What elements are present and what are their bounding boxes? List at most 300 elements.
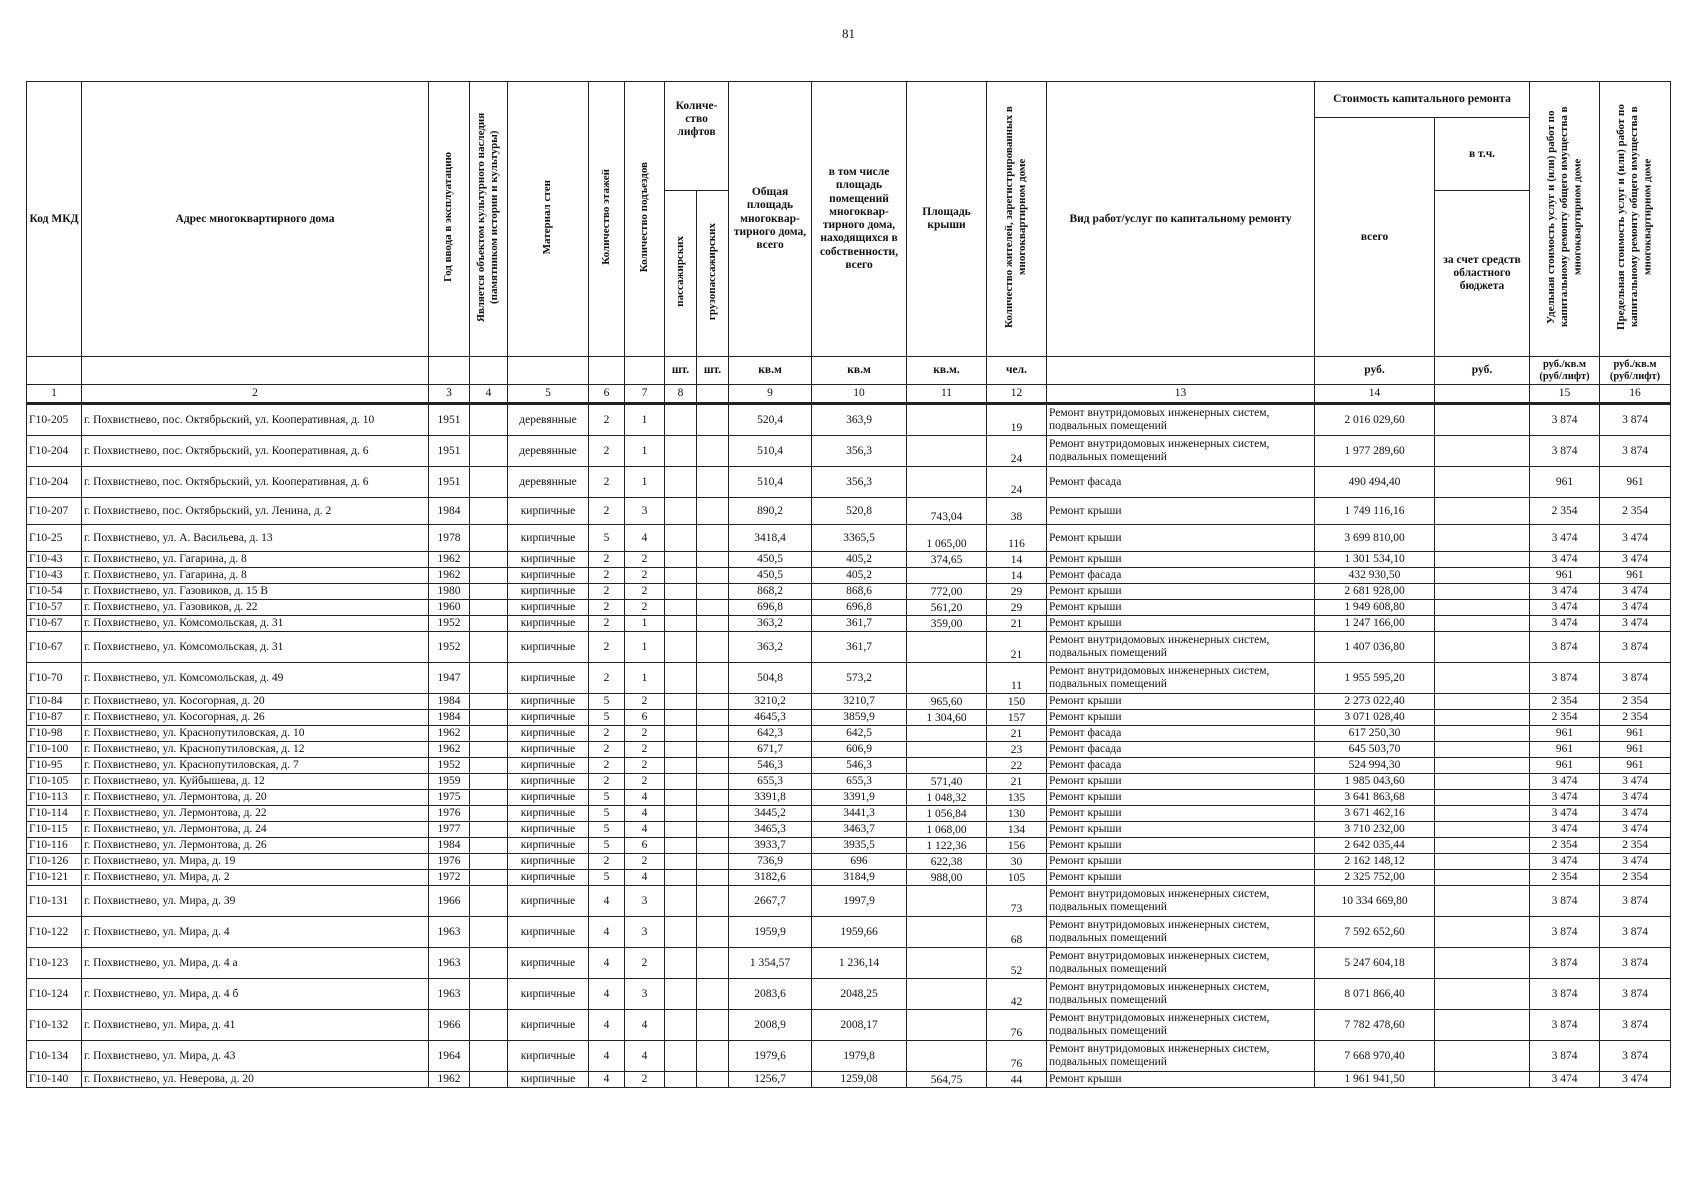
row-residents: 76 bbox=[987, 1010, 1047, 1041]
row-owned-area: 356,3 bbox=[812, 436, 907, 467]
row-residents: 23 bbox=[987, 742, 1047, 758]
row-heritage bbox=[470, 838, 508, 854]
column-number bbox=[697, 385, 729, 404]
row-wall-material: кирпичные bbox=[508, 854, 589, 870]
unit-rub: руб. bbox=[1435, 357, 1530, 385]
row-passenger-lifts bbox=[665, 552, 697, 568]
row-floors: 2 bbox=[589, 663, 625, 694]
row-roof-area bbox=[907, 979, 987, 1010]
table-row bbox=[27, 1041, 1671, 1072]
row-wall-material: кирпичные bbox=[508, 742, 589, 758]
row-year: 1960 bbox=[429, 600, 470, 616]
row-address: г. Похвистнево, ул. Мира, д. 2 bbox=[82, 870, 429, 886]
row-wall-material: кирпичные bbox=[508, 726, 589, 742]
row-entrances: 2 bbox=[625, 552, 665, 568]
row-year: 1966 bbox=[429, 1010, 470, 1041]
table-row bbox=[27, 498, 1671, 525]
row-passenger-lifts bbox=[665, 600, 697, 616]
row-address: г. Похвистнево, ул. Гагарина, д. 8 bbox=[82, 552, 429, 568]
row-code: Г10-205 bbox=[27, 404, 82, 436]
row-cost-total: 1 955 595,20 bbox=[1315, 663, 1435, 694]
row-residents: 30 bbox=[987, 854, 1047, 870]
row-residents: 21 bbox=[987, 726, 1047, 742]
row-total-area: 1 354,57 bbox=[729, 948, 812, 979]
row-wall-material: деревянные bbox=[508, 404, 589, 436]
row-work-type: Ремонт фасада bbox=[1047, 568, 1315, 584]
header-lifts: Количе-ство лифтов bbox=[665, 82, 729, 191]
table-row bbox=[27, 616, 1671, 632]
row-roof-area bbox=[907, 758, 987, 774]
row-roof-area bbox=[907, 1041, 987, 1072]
row-residents: 76 bbox=[987, 1041, 1047, 1072]
row-unit-cost: 2 354 bbox=[1530, 838, 1600, 854]
table-row bbox=[27, 948, 1671, 979]
row-total-area: 363,2 bbox=[729, 632, 812, 663]
row-passenger-lifts bbox=[665, 616, 697, 632]
header-floors: Количество этажей bbox=[599, 169, 612, 265]
row-entrances: 3 bbox=[625, 979, 665, 1010]
row-max-cost: 961 bbox=[1600, 726, 1671, 742]
row-roof-area: 743,04 bbox=[907, 498, 987, 525]
row-wall-material: кирпичные bbox=[508, 886, 589, 917]
row-floors: 2 bbox=[589, 616, 625, 632]
row-floors: 2 bbox=[589, 758, 625, 774]
row-heritage bbox=[470, 1072, 508, 1088]
header-regional-budget: за счет средств областного бюджета bbox=[1435, 191, 1530, 357]
row-owned-area: 3210,7 bbox=[812, 694, 907, 710]
row-heritage bbox=[470, 806, 508, 822]
row-owned-area: 868,6 bbox=[812, 584, 907, 600]
row-work-type: Ремонт внутридомовых инженерных систем, подвальных помещений bbox=[1047, 948, 1315, 979]
row-heritage bbox=[470, 790, 508, 806]
row-residents: 135 bbox=[987, 790, 1047, 806]
unit-people: чел. bbox=[987, 357, 1047, 385]
row-unit-cost: 3 474 bbox=[1530, 616, 1600, 632]
header-max-cost: Предельная стоимость услуг и (или) работ по капитальному ремонту общего имущества в многоквартирном доме bbox=[1615, 104, 1654, 330]
row-owned-area: 3859,9 bbox=[812, 710, 907, 726]
row-year: 1952 bbox=[429, 758, 470, 774]
row-work-type: Ремонт крыши bbox=[1047, 710, 1315, 726]
header-entrances: Количество подъездов bbox=[637, 161, 650, 273]
row-unit-cost: 3 874 bbox=[1530, 979, 1600, 1010]
row-wall-material: кирпичные bbox=[508, 1041, 589, 1072]
row-roof-area bbox=[907, 948, 987, 979]
row-entrances: 4 bbox=[625, 1041, 665, 1072]
table-header bbox=[27, 82, 1671, 385]
row-cargo-lifts bbox=[697, 632, 729, 663]
row-regional-budget bbox=[1435, 870, 1530, 886]
row-year: 1962 bbox=[429, 552, 470, 568]
row-residents: 22 bbox=[987, 758, 1047, 774]
row-roof-area: 965,60 bbox=[907, 694, 987, 710]
row-regional-budget bbox=[1435, 1010, 1530, 1041]
row-max-cost: 961 bbox=[1600, 467, 1671, 498]
table-row bbox=[27, 838, 1671, 854]
row-total-area: 510,4 bbox=[729, 467, 812, 498]
row-passenger-lifts bbox=[665, 404, 697, 436]
row-owned-area: 3935,5 bbox=[812, 838, 907, 854]
header-wall-material: Материал стен bbox=[541, 179, 554, 255]
row-year: 1977 bbox=[429, 822, 470, 838]
row-cargo-lifts bbox=[697, 663, 729, 694]
row-passenger-lifts bbox=[665, 886, 697, 917]
row-entrances: 2 bbox=[625, 758, 665, 774]
row-year: 1975 bbox=[429, 790, 470, 806]
row-floors: 2 bbox=[589, 498, 625, 525]
row-regional-budget bbox=[1435, 742, 1530, 758]
row-roof-area bbox=[907, 568, 987, 584]
row-regional-budget bbox=[1435, 710, 1530, 726]
row-floors: 4 bbox=[589, 886, 625, 917]
row-regional-budget bbox=[1435, 584, 1530, 600]
row-max-cost: 3 874 bbox=[1600, 917, 1671, 948]
row-heritage bbox=[470, 584, 508, 600]
row-total-area: 642,3 bbox=[729, 726, 812, 742]
row-year: 1952 bbox=[429, 616, 470, 632]
row-total-area: 363,2 bbox=[729, 616, 812, 632]
unit-sqm: кв.м bbox=[729, 357, 812, 385]
row-code: Г10-25 bbox=[27, 525, 82, 552]
row-wall-material: кирпичные bbox=[508, 568, 589, 584]
row-total-area: 3418,4 bbox=[729, 525, 812, 552]
row-work-type: Ремонт внутридомовых инженерных систем, подвальных помещений bbox=[1047, 632, 1315, 663]
row-total-area: 510,4 bbox=[729, 436, 812, 467]
row-passenger-lifts bbox=[665, 584, 697, 600]
row-regional-budget bbox=[1435, 1072, 1530, 1088]
row-cost-total: 524 994,30 bbox=[1315, 758, 1435, 774]
row-regional-budget bbox=[1435, 979, 1530, 1010]
row-total-area: 890,2 bbox=[729, 498, 812, 525]
row-owned-area: 3184,9 bbox=[812, 870, 907, 886]
row-heritage bbox=[470, 758, 508, 774]
row-residents: 156 bbox=[987, 838, 1047, 854]
row-floors: 2 bbox=[589, 584, 625, 600]
row-regional-budget bbox=[1435, 838, 1530, 854]
row-entrances: 4 bbox=[625, 870, 665, 886]
row-code: Г10-115 bbox=[27, 822, 82, 838]
row-cargo-lifts bbox=[697, 436, 729, 467]
row-total-area: 3445,2 bbox=[729, 806, 812, 822]
row-owned-area: 3391,9 bbox=[812, 790, 907, 806]
row-unit-cost: 3 874 bbox=[1530, 886, 1600, 917]
unit-sqm: кв.м bbox=[812, 357, 907, 385]
row-cost-total: 2 325 752,00 bbox=[1315, 870, 1435, 886]
row-total-area: 2008,9 bbox=[729, 1010, 812, 1041]
row-unit-cost: 3 874 bbox=[1530, 436, 1600, 467]
row-passenger-lifts bbox=[665, 726, 697, 742]
row-cost-total: 645 503,70 bbox=[1315, 742, 1435, 758]
header-address: Адрес многоквартирного дома bbox=[82, 82, 429, 357]
row-code: Г10-95 bbox=[27, 758, 82, 774]
row-unit-cost: 3 874 bbox=[1530, 404, 1600, 436]
row-passenger-lifts bbox=[665, 1041, 697, 1072]
row-wall-material: кирпичные bbox=[508, 979, 589, 1010]
row-cargo-lifts bbox=[697, 1072, 729, 1088]
row-unit-cost: 3 874 bbox=[1530, 663, 1600, 694]
row-residents: 21 bbox=[987, 774, 1047, 790]
column-number: 6 bbox=[589, 385, 625, 404]
row-entrances: 2 bbox=[625, 854, 665, 870]
row-entrances: 1 bbox=[625, 436, 665, 467]
row-entrances: 2 bbox=[625, 948, 665, 979]
row-roof-area bbox=[907, 742, 987, 758]
row-floors: 2 bbox=[589, 552, 625, 568]
row-code: Г10-123 bbox=[27, 948, 82, 979]
table-row bbox=[27, 552, 1671, 568]
row-cost-total: 3 699 810,00 bbox=[1315, 525, 1435, 552]
row-cargo-lifts bbox=[697, 600, 729, 616]
row-heritage bbox=[470, 600, 508, 616]
row-roof-area bbox=[907, 467, 987, 498]
row-year: 1964 bbox=[429, 1041, 470, 1072]
row-total-area: 450,5 bbox=[729, 552, 812, 568]
row-unit-cost: 3 874 bbox=[1530, 917, 1600, 948]
row-total-area: 3465,3 bbox=[729, 822, 812, 838]
row-address: г. Похвистнево, пос. Октябрьский, ул. Ленина, д. 2 bbox=[82, 498, 429, 525]
row-cargo-lifts bbox=[697, 1041, 729, 1072]
row-code: Г10-134 bbox=[27, 1041, 82, 1072]
row-owned-area: 361,7 bbox=[812, 632, 907, 663]
row-unit-cost: 3 474 bbox=[1530, 584, 1600, 600]
row-regional-budget bbox=[1435, 1041, 1530, 1072]
table-row bbox=[27, 694, 1671, 710]
row-year: 1976 bbox=[429, 854, 470, 870]
row-roof-area: 1 304,60 bbox=[907, 710, 987, 726]
row-total-area: 1959,9 bbox=[729, 917, 812, 948]
row-owned-area: 363,9 bbox=[812, 404, 907, 436]
row-wall-material: кирпичные bbox=[508, 806, 589, 822]
row-max-cost: 3 874 bbox=[1600, 663, 1671, 694]
row-owned-area: 1959,66 bbox=[812, 917, 907, 948]
row-passenger-lifts bbox=[665, 758, 697, 774]
row-unit-cost: 961 bbox=[1530, 758, 1600, 774]
row-code: Г10-204 bbox=[27, 436, 82, 467]
row-address: г. Похвистнево, ул. Мира, д. 4 а bbox=[82, 948, 429, 979]
row-year: 1962 bbox=[429, 568, 470, 584]
row-cargo-lifts bbox=[697, 854, 729, 870]
row-wall-material: деревянные bbox=[508, 467, 589, 498]
row-address: г. Похвистнево, ул. Мира, д. 43 bbox=[82, 1041, 429, 1072]
row-cargo-lifts bbox=[697, 917, 729, 948]
row-cargo-lifts bbox=[697, 886, 729, 917]
row-regional-budget bbox=[1435, 948, 1530, 979]
row-year: 1951 bbox=[429, 436, 470, 467]
row-passenger-lifts bbox=[665, 742, 697, 758]
row-total-area: 2083,6 bbox=[729, 979, 812, 1010]
row-floors: 5 bbox=[589, 525, 625, 552]
row-residents: 11 bbox=[987, 663, 1047, 694]
row-address: г. Похвистнево, ул. Краснопутиловская, д. 10 bbox=[82, 726, 429, 742]
row-wall-material: кирпичные bbox=[508, 1072, 589, 1088]
row-work-type: Ремонт крыши bbox=[1047, 774, 1315, 790]
row-address: г. Похвистнево, ул. Комсомольская, д. 31 bbox=[82, 632, 429, 663]
table-row bbox=[27, 632, 1671, 663]
row-cost-total: 3 071 028,40 bbox=[1315, 710, 1435, 726]
row-roof-area bbox=[907, 886, 987, 917]
row-residents: 157 bbox=[987, 710, 1047, 726]
table-row bbox=[27, 742, 1671, 758]
row-year: 1951 bbox=[429, 467, 470, 498]
row-entrances: 2 bbox=[625, 1072, 665, 1088]
row-cost-total: 3 671 462,16 bbox=[1315, 806, 1435, 822]
row-unit-cost: 3 474 bbox=[1530, 600, 1600, 616]
row-address: г. Похвистнево, ул. Газовиков, д. 15 В bbox=[82, 584, 429, 600]
row-passenger-lifts bbox=[665, 710, 697, 726]
row-cost-total: 3 641 863,68 bbox=[1315, 790, 1435, 806]
row-residents: 29 bbox=[987, 600, 1047, 616]
row-wall-material: кирпичные bbox=[508, 838, 589, 854]
row-cargo-lifts bbox=[697, 822, 729, 838]
row-address: г. Похвистнево, ул. Лермонтова, д. 24 bbox=[82, 822, 429, 838]
unit-sqm: кв.м. bbox=[907, 357, 987, 385]
row-max-cost: 3 474 bbox=[1600, 525, 1671, 552]
header-incl: в т.ч. bbox=[1435, 118, 1530, 191]
row-floors: 5 bbox=[589, 838, 625, 854]
row-wall-material: кирпичные bbox=[508, 616, 589, 632]
header-unit-cost: Удельная стоимость услуг и (или) работ по капитальному ремонту общего имущества в многоквартирном доме bbox=[1544, 106, 1584, 328]
row-wall-material: кирпичные bbox=[508, 1010, 589, 1041]
table-row bbox=[27, 584, 1671, 600]
row-address: г. Похвистнево, ул. Комсомольская, д. 49 bbox=[82, 663, 429, 694]
row-max-cost: 3 874 bbox=[1600, 632, 1671, 663]
row-total-area: 736,9 bbox=[729, 854, 812, 870]
row-wall-material: кирпичные bbox=[508, 632, 589, 663]
row-heritage bbox=[470, 568, 508, 584]
row-regional-budget bbox=[1435, 568, 1530, 584]
row-max-cost: 3 474 bbox=[1600, 822, 1671, 838]
column-number-row bbox=[27, 385, 1671, 404]
row-address: г. Похвистнево, ул. Комсомольская, д. 31 bbox=[82, 616, 429, 632]
row-address: г. Похвистнево, пос. Октябрьский, ул. Кооперативная, д. 6 bbox=[82, 436, 429, 467]
row-passenger-lifts bbox=[665, 525, 697, 552]
table-row bbox=[27, 663, 1671, 694]
row-regional-budget bbox=[1435, 854, 1530, 870]
row-year: 1976 bbox=[429, 806, 470, 822]
row-entrances: 4 bbox=[625, 822, 665, 838]
row-owned-area: 356,3 bbox=[812, 467, 907, 498]
row-heritage bbox=[470, 436, 508, 467]
row-wall-material: кирпичные bbox=[508, 552, 589, 568]
row-regional-budget bbox=[1435, 552, 1530, 568]
row-wall-material: кирпичные bbox=[508, 710, 589, 726]
row-year: 1984 bbox=[429, 710, 470, 726]
row-max-cost: 3 474 bbox=[1600, 790, 1671, 806]
row-code: Г10-87 bbox=[27, 710, 82, 726]
row-cost-total: 432 930,50 bbox=[1315, 568, 1435, 584]
row-unit-cost: 3 474 bbox=[1530, 1072, 1600, 1088]
row-work-type: Ремонт внутридомовых инженерных систем, подвальных помещений bbox=[1047, 979, 1315, 1010]
row-cost-total: 2 273 022,40 bbox=[1315, 694, 1435, 710]
row-wall-material: кирпичные bbox=[508, 600, 589, 616]
row-code: Г10-98 bbox=[27, 726, 82, 742]
row-work-type: Ремонт внутридомовых инженерных систем, подвальных помещений bbox=[1047, 1010, 1315, 1041]
row-cost-total: 1 247 166,00 bbox=[1315, 616, 1435, 632]
row-floors: 5 bbox=[589, 822, 625, 838]
table-row bbox=[27, 436, 1671, 467]
row-residents: 44 bbox=[987, 1072, 1047, 1088]
row-work-type: Ремонт крыши bbox=[1047, 854, 1315, 870]
row-year: 1980 bbox=[429, 584, 470, 600]
row-max-cost: 3 874 bbox=[1600, 886, 1671, 917]
column-number: 7 bbox=[625, 385, 665, 404]
header-residents: Количество жителей, зарегистрированных в многоквартирном доме bbox=[1003, 106, 1029, 328]
row-cargo-lifts bbox=[697, 870, 729, 886]
row-entrances: 2 bbox=[625, 694, 665, 710]
row-max-cost: 3 474 bbox=[1600, 774, 1671, 790]
row-heritage bbox=[470, 822, 508, 838]
column-number: 8 bbox=[665, 385, 697, 404]
row-wall-material: кирпичные bbox=[508, 822, 589, 838]
row-regional-budget bbox=[1435, 758, 1530, 774]
row-max-cost: 3 474 bbox=[1600, 806, 1671, 822]
table-row bbox=[27, 790, 1671, 806]
row-floors: 4 bbox=[589, 1072, 625, 1088]
row-heritage bbox=[470, 854, 508, 870]
row-wall-material: кирпичные bbox=[508, 525, 589, 552]
row-heritage bbox=[470, 917, 508, 948]
row-wall-material: кирпичные bbox=[508, 948, 589, 979]
row-cargo-lifts bbox=[697, 467, 729, 498]
row-cargo-lifts bbox=[697, 616, 729, 632]
row-work-type: Ремонт фасада bbox=[1047, 742, 1315, 758]
column-number: 11 bbox=[907, 385, 987, 404]
row-address: г. Похвистнево, пос. Октябрьский, ул. Кооперативная, д. 10 bbox=[82, 404, 429, 436]
header-cost-total: всего bbox=[1315, 118, 1435, 357]
row-work-type: Ремонт внутридомовых инженерных систем, подвальных помещений bbox=[1047, 404, 1315, 436]
row-code: Г10-116 bbox=[27, 838, 82, 854]
row-entrances: 1 bbox=[625, 663, 665, 694]
row-unit-cost: 2 354 bbox=[1530, 870, 1600, 886]
row-wall-material: кирпичные bbox=[508, 584, 589, 600]
row-residents: 134 bbox=[987, 822, 1047, 838]
row-code: Г10-121 bbox=[27, 870, 82, 886]
row-code: Г10-207 bbox=[27, 498, 82, 525]
row-cargo-lifts bbox=[697, 584, 729, 600]
row-code: Г10-114 bbox=[27, 806, 82, 822]
row-address: г. Похвистнево, ул. Неверова, д. 20 bbox=[82, 1072, 429, 1088]
row-heritage bbox=[470, 632, 508, 663]
row-regional-budget bbox=[1435, 663, 1530, 694]
row-cargo-lifts bbox=[697, 806, 729, 822]
row-total-area: 3933,7 bbox=[729, 838, 812, 854]
row-owned-area: 405,2 bbox=[812, 552, 907, 568]
row-owned-area: 546,3 bbox=[812, 758, 907, 774]
row-work-type: Ремонт крыши bbox=[1047, 552, 1315, 568]
table-row bbox=[27, 710, 1671, 726]
table-row bbox=[27, 404, 1671, 436]
row-year: 1966 bbox=[429, 886, 470, 917]
row-residents: 21 bbox=[987, 632, 1047, 663]
row-cargo-lifts bbox=[697, 710, 729, 726]
row-year: 1972 bbox=[429, 870, 470, 886]
row-max-cost: 3 474 bbox=[1600, 854, 1671, 870]
row-code: Г10-100 bbox=[27, 742, 82, 758]
row-owned-area: 405,2 bbox=[812, 568, 907, 584]
row-unit-cost: 2 354 bbox=[1530, 710, 1600, 726]
row-roof-area: 988,00 bbox=[907, 870, 987, 886]
row-heritage bbox=[470, 742, 508, 758]
row-owned-area: 655,3 bbox=[812, 774, 907, 790]
row-code: Г10-43 bbox=[27, 568, 82, 584]
row-wall-material: кирпичные bbox=[508, 774, 589, 790]
row-address: г. Похвистнево, ул. Лермонтова, д. 26 bbox=[82, 838, 429, 854]
row-cargo-lifts bbox=[697, 498, 729, 525]
row-total-area: 520,4 bbox=[729, 404, 812, 436]
row-cost-total: 490 494,40 bbox=[1315, 467, 1435, 498]
table-row bbox=[27, 568, 1671, 584]
column-number bbox=[1435, 385, 1530, 404]
row-floors: 5 bbox=[589, 790, 625, 806]
